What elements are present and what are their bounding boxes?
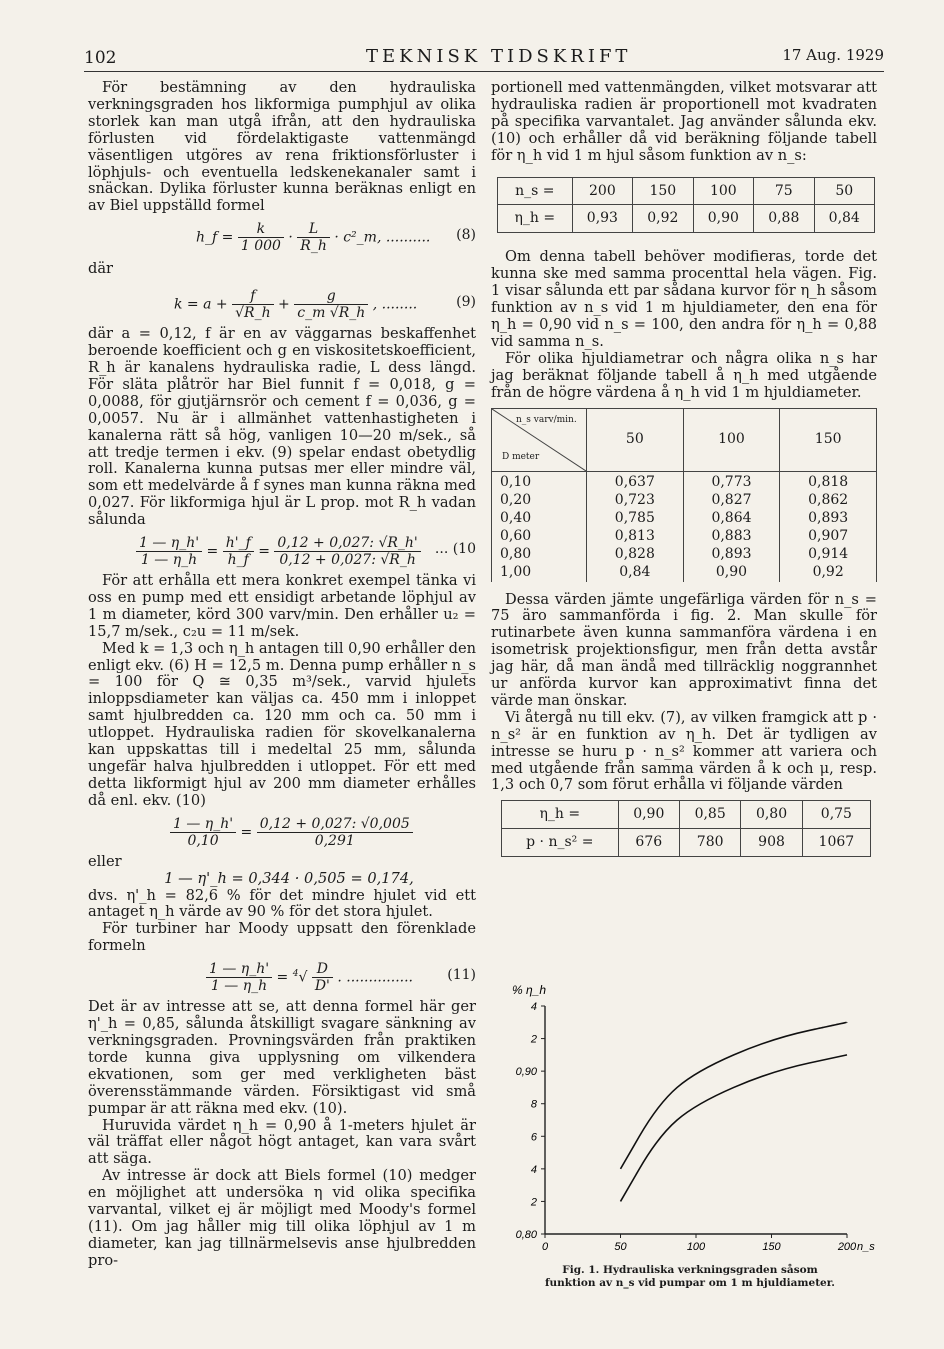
table-header: 150 [780,408,877,471]
fraction: $\frac{0,12 + 0,027: √R\_h'}{0,12 + 0,027: √R\_h}$ [274,535,420,568]
series-line-2 [621,1055,848,1202]
y-axis-label: % η_h [511,983,547,997]
paragraph: Dessa värden jämte ungefärliga värden för n_s = 75 äro sammanförda i fig. 2. Man skulle för rutinarbete även kunna sammanföra värdena i en isometrisk projektionsfigur, men från detta avstår jag här, då man ändå med tillräcklig noggrannhet ur anförda kurvor kan approximativt finna det värde man önskar. [491,590,877,709]
paragraph: För bestämning av den hydrauliska verkningsgraden hos likformiga pumphjul av olika storlek kan man utgå ifrån, att den hydrauliska förlusten vid fördelaktigaste vattenmängd väsentligen utgöres av rena friktionsförluster i löphjuls- och eventuella ledskenekanaler samt i snäckan. Dylika förluster kunna beräknas enligt en av Biel uppställd formel [88,79,476,215]
table-cell: 0,88 [754,205,814,233]
figure-caption: Fig. 1. Hydrauliska verkningsgraden såsom funktion av n_s vid pumpar om 1 m hjuldiameter. [545,1264,835,1289]
x-tick-label: 200 [837,1241,857,1253]
paragraph: Med k = 1,3 och η_h antagen till 0,90 erhåller den enligt ekv. (6) H = 12,5 m. Denna pump erhåller n_s = 100 för Q ≅ 0,35 m³/sek., varvid hjulets inloppsdiameter kan väljas ca. 450 mm i inloppet samt hjulbredden ca. 120 mm och ca. 50 mm i utloppet. Hydrauliska radien för skovelkanalerna kan uppskattas till i medeltal 25 mm, sålunda ungefär halva hjulbredden i utloppet. För ett med detta likformigt hjul av 200 mm diameter erhålles då enl. ekv. (10) [88,639,476,809]
fraction: $\frac{0,12 + 0,027: √0,005}{0,291}$ [257,816,413,849]
table-row-label: p · n_s² = [502,829,619,857]
table-cell: 50 [814,177,874,205]
right-column [491,80,877,869]
fraction: $\frac{1 — \eta\_h'}{1 — \eta\_h}$ [136,535,202,568]
table-cell: 100 [693,177,753,205]
table-row [498,205,875,233]
table-cell: 0,92 [633,205,693,233]
paragraph: Om denna tabell behöver modifieras, torde det kunna ske med samma procenttal hela vägen. Fig. 1 visar sålunda ett par sådana kurvor för η_h såsom funktion av n_s vid 1 m hjuldiameter, den ena för η_h = 0,90 vid n_s = 100, den andra för η_h = 0,88 vid samma n_s. [491,248,877,350]
equation-example: $\frac{1 — \eta\_h'}{0,10}$ = $\frac{0,12 + 0,027: √0,005}{0,291}$ [88,810,476,854]
corner-bottom-label: D meter [502,451,540,462]
x-tick-label: 50 [614,1241,627,1253]
equation-number: (9) [456,294,476,311]
table-cell: 200 [572,177,632,205]
paragraph: Av intresse är dock att Biels formel (10) medger en möjlighet att undersöka η vid olika specifika varvantal, vilket ej är möjligt med Moody's formel (11). Om jag håller mig till olika löphjul av 1 m diameter, kan jag tillnärmelsevis anse hjulbredden pro- [88,1167,476,1269]
table-corner-cell [492,408,587,471]
table-header: 50 [587,408,684,471]
fraction: $\frac{h'\_f}{h\_f}$ [223,535,254,568]
equation-tail: · c²_m, .......... [334,229,431,246]
table-header-row [492,408,877,471]
equation-tail: , ........ [372,296,418,313]
table-cell: 1067 [802,829,870,857]
table-cell: 676 [618,829,679,857]
table-column-50: 0,637 0,723 0,785 0,813 0,828 0,84 [587,471,684,582]
y-tick-label: 0,90 [515,1066,537,1079]
fraction: $\frac{g}{c\_m √R\_h}$ [294,288,368,321]
paragraph: Huruvida värdet η_h = 0,90 å 1-meters hjulet är väl träffat eller något högt antaget, kan vara svårt att säga. [88,1116,476,1168]
table-cell: 0,90 [693,205,753,233]
y-tick-label: 4 [530,1001,537,1013]
table-row-label: n_s = [498,177,573,205]
table-body-row [492,471,877,582]
equation-10: $\frac{1 — \eta\_h'}{1 — \eta\_h}$ = $\frac{h'\_f}{h\_f}$ = $\frac{0,12 + 0,027: √R\_h'}{0,12 + 0,027: √R\_h}$ ... (10 [88,529,476,573]
y-tick-label: 4 [530,1163,537,1176]
equation-result: 1 — η'_h = 0,344 · 0,505 = 0,174, [164,869,414,887]
table-row [498,177,875,205]
fraction: $\frac{L}{R\_h}$ [297,221,330,254]
x-tick-label: 100 [686,1241,706,1253]
equation-number: (11) [447,967,476,984]
table-cell: 0,84 [814,205,874,233]
table-cell: 150 [633,177,693,205]
table-cell: 0,93 [572,205,632,233]
equation-number: (8) [456,227,476,244]
table-cell: 75 [754,177,814,205]
equation-number: ... (10 [434,541,476,558]
y-tick-label: 0,80 [515,1229,537,1241]
y-tick-label: 2 [530,1196,537,1209]
table-cell: 780 [679,829,740,857]
pressure-table [501,800,871,857]
table-cell: 0,90 [618,801,679,829]
journal-title: TEKNISK TIDSKRIFT [366,46,632,67]
paragraph: För att erhålla ett mera konkret exempel tänka vi oss en pump med ett ensidigt arbetande löphjul av 1 m diameter, körd 300 varv/min. Den erhåller u₂ = 15,7 m/sek., c₂u = 11 m/sek. [88,572,476,640]
table-row-label: η_h = [498,205,573,233]
root-index: 4 [292,969,299,979]
equation-8: h_f = $\frac{k}{1 000}$ · $\frac{L}{R\_h}$ · c²_m, .......... (8) [196,221,476,255]
table-cell: 0,80 [741,801,802,829]
table-row-label: η_h = [502,801,619,829]
table-header: 100 [683,408,780,471]
paragraph: eller [88,852,122,870]
fraction: $\frac{1 — \eta\_h'}{1 — \eta\_h}$ [206,961,272,994]
x-axis-label: n_s [857,1241,875,1253]
header-rule [84,71,884,72]
paragraph: Vi återgå nu till ekv. (7), av vilken framgick att p · n_s² är en funktion av η_h. Det är tydligen av intresse se huru p · n_s² kommer att variera och med utgående från samma värden å k och μ, resp. 1,3 och 0,7 som förut erhålla vi följande värden [491,708,877,794]
y-tick-label: 6 [530,1131,537,1144]
page-number: 102 [84,48,117,68]
page-header [84,44,884,74]
paragraph: där [88,260,114,278]
paragraph: Det är av intresse att se, att denna formel här ger η'_h = 0,85, sålunda åtskilligt svagare sänkning av verkningsgraden. Provningsvärden från praktiken torde kunna giva upplysning om vilkendera ekvationen, som ger med verkligheten bäst överensstämmande värden. Försiktigast vid små pumpar är att räkna med ekv. (10). [88,998,476,1117]
equation-lhs: k = a + [174,296,228,313]
table-cell: 908 [741,829,802,857]
table-column-150: 0,818 0,862 0,893 0,907 0,914 0,92 [780,471,877,582]
paragraph: För olika hjuldiametrar och några olika n_s har jag beräknat följande tabell å η_h med utgående från de högre värdena å η_h vid 1 m hjuldiameter. [491,349,877,401]
equation-9 [88,282,476,326]
paragraph: För turbiner har Moody uppsatt den förenklade formeln [88,920,476,955]
corner-top-label: n_s varv/min. [516,414,577,425]
y-tick-label: 2 [530,1033,537,1046]
fraction: $\frac{k}{1 000}$ [238,221,284,254]
series-line-1 [621,1022,848,1169]
equation-tail: . ............... [337,969,413,986]
diameter-table [491,408,877,582]
paragraph: där a = 0,12, f är en av väggarnas beskaffenhet beroende koefficient och g en viskositetskoefficient, R_h är kanalens hydrauliska radie, L dess längd. För släta plåtrör har Biel funnit f = 0,018, g = 0,0088, för gjutjärnsrör och cement f = 0,036, g = 0,0057. Nu är i allmänhet vattenhastigheten i kanalerna rätt så hög, vanligen 10—20 m/sek., så att tredje termen i ekv. (9) spelar endast obetydlig roll. Kanalerna kunna putsas mer eller mindre väl, som ett medelvärde å f synes man kunna räkna med 0,027. För likformiga hjul är L prop. mot R_h vadan sålunda [88,325,476,529]
fraction: $\frac{f}{√R\_h}$ [232,288,273,321]
left-column [88,80,476,1270]
paragraph: dvs. η'_h = 82,6 % för det mindre hjulet vid ett antaget η_h värde av 90 % för det stora hjulet. [88,886,476,921]
x-tick-label: 150 [762,1241,781,1253]
table-cell: 0,85 [679,801,740,829]
issue-date: 17 Aug. 1929 [782,46,884,64]
equation-lhs: h_f = [196,229,234,246]
table-cell: 0,75 [802,801,870,829]
y-tick-label: 8 [530,1098,537,1111]
table-d-column: 0,10 0,20 0,40 0,60 0,80 1,00 [492,471,587,582]
paragraph: portionell med vattenmängden, vilket motsvarar att hydrauliska radien är proportionell mot kvadraten på specifika varvantalet. Jag använder sålunda ekv. (10) och erhåller då vid beräkning följande tabell för η_h vid 1 m hjul såsom funktion av n_s: [491,79,877,164]
equation-11: $\frac{1 — \eta\_h'}{1 — \eta\_h}$ = $^4$√ $\frac{D}{D'}$ . ............... (11) [88,955,476,999]
x-tick-label: 0 [541,1241,549,1253]
fraction: $\frac{1 — \eta\_h'}{0,10}$ [170,816,236,849]
table-column-100: 0,773 0,827 0,864 0,883 0,893 0,90 [683,471,780,582]
table-row [502,801,871,829]
efficiency-chart [497,964,883,1260]
fraction: $\frac{D}{D'}$ [312,961,333,994]
plus-sign: + [278,296,290,313]
table-row [502,829,871,857]
eta-table [497,177,875,234]
